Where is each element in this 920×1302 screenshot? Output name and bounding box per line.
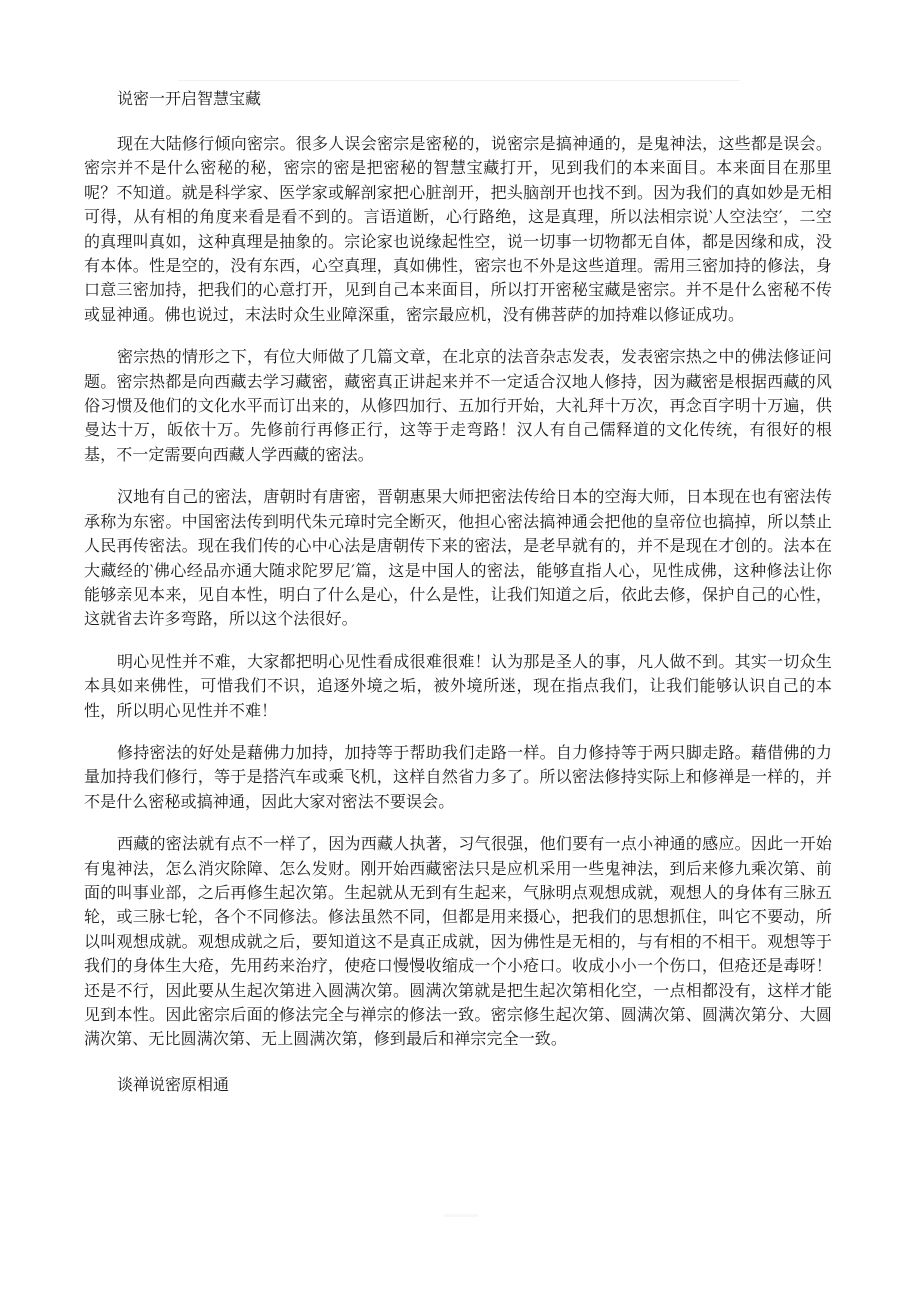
- document-body: [84, 84, 832, 1100]
- footer-mark: [444, 1214, 478, 1217]
- paragraph: 明心见性并不难，大家都把明心见性看成很难很难！认为那是圣人的事，凡人做不到。其实一切众生本具如来佛性，可惜我们不识，追逐外境之垢，被外境所迷，现在指点我们，让我们能够认识自己的本性，所以明心见性并不难！: [84, 651, 832, 720]
- paragraph: 现在大陆修行倾向密宗。很多人误会密宗是密秘的，说密宗是搞神通的，是鬼神法，这些都是误会。密宗并不是什么密秘的秘，密宗的密是把密秘的智慧宝藏打开，见到我们的本来面目。本来面目在那里呢？不知道。就是科学家、医学家或解剖家把心脏剖开，把头脑剖开也找不到。因为我们的真如妙是无相可得，从有相的角度来看是看不到的。言语道断，心行路绝，这是真理，所以法相宗说‵人空法空′，二空的真理叫真如，这种真理是抽象的。宗论家也说缘起性空，说一切事一切物都无自体，都是因缘和成，没有本体。性是空的，没有东西，心空真理，真如佛性，密宗也不外是这些道理。需用三密加持的修法，身口意三密加持，把我们的心意打开，见到自己本来面目，所以打开密秘宝藏是密宗。并不是什么密秘不传或显神通。佛也说过，末法时众生业障深重，密宗最应机，没有佛菩萨的加持难以修证成功。: [84, 134, 832, 324]
- paragraph: 西藏的密法就有点不一样了，因为西藏人执著，习气很强，他们要有一点小神通的感应。因此一开始有鬼神法，怎么消灾除障、怎么发财。刚开始西藏密法只是应机采用一些鬼神法，到后来修九乘次第、前面的叫事业部，之后再修生起次第。生起就从无到有生起来，气脉明点观想成就，观想人的身体有三脉五轮，或三脉七轮，各个不同修法。修法虽然不同，但都是用来摄心，把我们的思想抓住，叫它不要动，所以叫观想成就。观想成就之后，要知道这不是真正成就，因为佛性是无相的，与有相的不相干。观想等于我们的身体生大疮，先用药来治疗，使疮口慢慢收缩成一个小疮口。收成小小一个伤口，但疮还是毒呀！还是不行，因此要从生起次第进入圆满次第。圆满次第就是把生起次第相化空，一点相都没有，这样才能见到本性。因此密宗后面的修法完全与禅宗的修法一致。密宗修生起次第、圆满次第、圆满次第分、大圆满次第、无比圆满次第、无上圆满次第，修到最后和禅宗完全一致。: [84, 834, 832, 1049]
- paragraph: 修持密法的好处是藉佛力加持，加持等于帮助我们走路一样。自力修持等于两只脚走路。藉借佛的力量加持我们修行，等于是搭汽车或乘飞机，这样自然省力多了。所以密法修持实际上和修禅是一样的，并不是什么密秘或搞神通，因此大家对密法不要误会。: [84, 742, 832, 811]
- section-title: 说密一开启智慧宝藏: [117, 89, 262, 108]
- next-section-title: 谈禅说密原相通: [117, 1074, 230, 1094]
- header-rule: [178, 80, 740, 81]
- paragraph: 汉地有自己的密法，唐朝时有唐密，晋朝惠果大师把密法传给日本的空海大师，日本现在也有密法传承称为东密。中国密法传到明代朱元璋时完全断灭，他担心密法搞神通会把他的皇帝位也搞掉，所以禁止人民再传密法。现在我们传的心中心法是唐朝传下来的密法，是老早就有的，并不是现在才创的。法本在大藏经的‵佛心经品亦通大随求陀罗尼′篇，这是中国人的密法，能够直指人心，见性成佛，这种修法让你能够亲见本来，见自本性，明白了什么是心，什么是性，让我们知道之后，依此去修，保护自己的心性，这就省去许多弯路，所以这个法很好。: [84, 487, 832, 629]
- paragraph: 密宗热的情形之下，有位大师做了几篇文章，在北京的法音杂志发表，发表密宗热之中的佛法修证问题。密宗热都是向西藏去学习藏密，藏密真正讲起来并不一定适合汉地人修持，因为藏密是根据西藏的风俗习惯及他们的文化水平而订出来的，从修四加行、五加行开始，大礼拜十万次，再念百字明十万遍，供曼达十万，皈依十万。先修前行再修正行，这等于走弯路！汉人有自己儒释道的文化传统，有很好的根基，不一定需要向西藏人学西藏的密法。: [84, 347, 832, 464]
